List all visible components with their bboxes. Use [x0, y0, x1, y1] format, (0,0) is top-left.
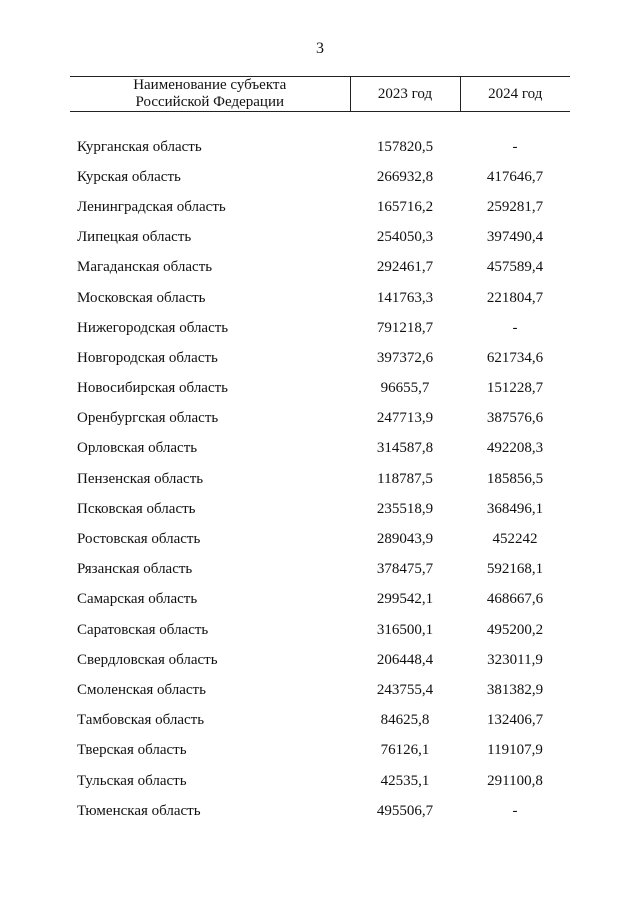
region-name-cell: Псковская область — [77, 500, 196, 517]
value-2023-cell: 266932,8 — [376, 168, 434, 185]
value-2023-cell: 243755,4 — [376, 681, 434, 698]
table-row — [70, 736, 570, 766]
region-name-cell: Курганская область — [77, 138, 202, 155]
table-row — [70, 494, 570, 524]
value-2024-cell: 457589,4 — [486, 259, 544, 276]
value-2024-cell: 452242 — [492, 531, 538, 548]
value-2024-cell: 468667,6 — [486, 591, 544, 608]
region-name-cell: Липецкая область — [77, 229, 192, 246]
region-name-cell: Тюменская область — [77, 802, 201, 819]
table-row — [70, 434, 570, 464]
year-2024-header: 2024 год — [460, 77, 570, 112]
region-name-header-line-2: Российской Федерации — [135, 94, 284, 110]
value-2023-cell: 495506,7 — [376, 802, 434, 819]
value-2024-cell: 397490,4 — [486, 229, 544, 246]
value-2023-cell: 42535,1 — [380, 772, 430, 789]
region-name-cell: Ленинградская область — [77, 198, 226, 215]
region-name-cell: Новосибирская область — [77, 380, 229, 397]
value-2023-cell: 254050,3 — [376, 229, 434, 246]
region-name-cell: Свердловская область — [77, 651, 218, 668]
header-row — [70, 77, 570, 112]
value-2023-cell: 235518,9 — [376, 500, 434, 517]
value-2024-cell: 592168,1 — [486, 561, 544, 578]
table-row — [70, 524, 570, 554]
value-2024-cell: 621734,6 — [486, 349, 544, 366]
region-name-cell: Тульская область — [77, 772, 187, 789]
table-row — [70, 223, 570, 253]
table-row — [70, 374, 570, 404]
value-2024-cell: 221804,7 — [486, 289, 544, 306]
value-2023-cell: 76126,1 — [380, 742, 430, 759]
value-2024-cell: 417646,7 — [486, 168, 544, 185]
region-name-cell: Московская область — [77, 289, 206, 306]
value-2024-cell: 323011,9 — [487, 651, 543, 668]
value-2024-cell: 151228,7 — [486, 380, 544, 397]
region-name-cell: Нижегородская область — [77, 319, 229, 336]
region-name-cell: Смоленская область — [77, 681, 206, 698]
region-name-cell: Оренбургская область — [77, 410, 219, 427]
table-row — [70, 675, 570, 705]
table-row — [70, 555, 570, 585]
region-name-header — [70, 77, 350, 112]
value-2023-cell: 314587,8 — [376, 440, 434, 457]
region-name-cell: Тамбовская область — [77, 712, 205, 729]
region-name-cell: Орловская область — [77, 440, 198, 457]
table-row — [70, 645, 570, 675]
table-row — [70, 343, 570, 373]
value-2023-cell: 292461,7 — [376, 259, 434, 276]
region-name-cell: Ростовская область — [77, 531, 201, 548]
page-number: 3 — [316, 40, 324, 57]
value-2024-cell: 495200,2 — [486, 621, 544, 638]
table-row — [70, 706, 570, 736]
table-row — [70, 283, 570, 313]
region-name-cell: Рязанская область — [77, 561, 193, 578]
value-2023-cell: 316500,1 — [376, 621, 434, 638]
value-2024-cell: 387576,6 — [486, 410, 544, 427]
table-header — [70, 77, 570, 112]
value-2024-cell: 492208,3 — [486, 440, 544, 457]
table-row — [70, 112, 570, 163]
value-2023-cell: 378475,7 — [376, 561, 434, 578]
table-row — [70, 766, 570, 796]
region-name-cell: Пензенская область — [77, 470, 204, 487]
table-row — [70, 585, 570, 615]
region-name-cell: Саратовская область — [77, 621, 209, 638]
value-2023-cell: 289043,9 — [376, 531, 434, 548]
value-2024-cell: 381382,9 — [486, 681, 544, 698]
table-row — [70, 464, 570, 494]
value-2024-cell: 368496,1 — [486, 500, 544, 517]
table-row — [70, 615, 570, 645]
value-2024-cell: - — [512, 802, 518, 819]
value-2023-cell: 84625,8 — [380, 712, 430, 729]
table-row — [70, 162, 570, 192]
region-name-cell: Курская область — [77, 168, 181, 185]
region-name-cell: Самарская область — [77, 591, 198, 608]
year-2023-header: 2023 год — [350, 77, 460, 112]
value-2023-cell: 141763,3 — [376, 289, 434, 306]
table-row — [70, 404, 570, 434]
table-row — [70, 796, 570, 826]
table-body — [70, 112, 570, 827]
value-2024-cell: 132406,7 — [486, 712, 544, 729]
value-2023-cell: 397372,6 — [376, 349, 434, 366]
value-2023-cell: 299542,1 — [376, 591, 434, 608]
value-2024-cell: 291100,8 — [487, 772, 543, 789]
value-2024-cell: 119107,9 — [487, 742, 543, 759]
table-row — [70, 313, 570, 343]
region-name-cell: Новгородская область — [77, 349, 218, 366]
value-2023-cell: 206448,4 — [376, 651, 434, 668]
value-2024-cell: 259281,7 — [486, 198, 544, 215]
value-2023-cell: 247713,9 — [376, 410, 434, 427]
value-2023-cell: 96655,7 — [380, 380, 430, 397]
value-2023-cell: 118787,5 — [377, 470, 433, 487]
value-2023-cell: 165716,2 — [376, 198, 434, 215]
region-name-header-line-1: Наименование субъекта — [133, 77, 287, 93]
table-row — [70, 253, 570, 283]
table-row — [70, 192, 570, 222]
value-2023-cell: 157820,5 — [376, 138, 434, 155]
value-2024-cell: - — [512, 138, 518, 155]
regions-table — [70, 76, 570, 826]
value-2024-cell: - — [512, 319, 518, 336]
value-2023-cell: 791218,7 — [376, 319, 434, 336]
value-2024-cell: 185856,5 — [486, 470, 544, 487]
region-name-cell: Магаданская область — [77, 259, 213, 276]
region-name-cell: Тверская область — [77, 742, 187, 759]
